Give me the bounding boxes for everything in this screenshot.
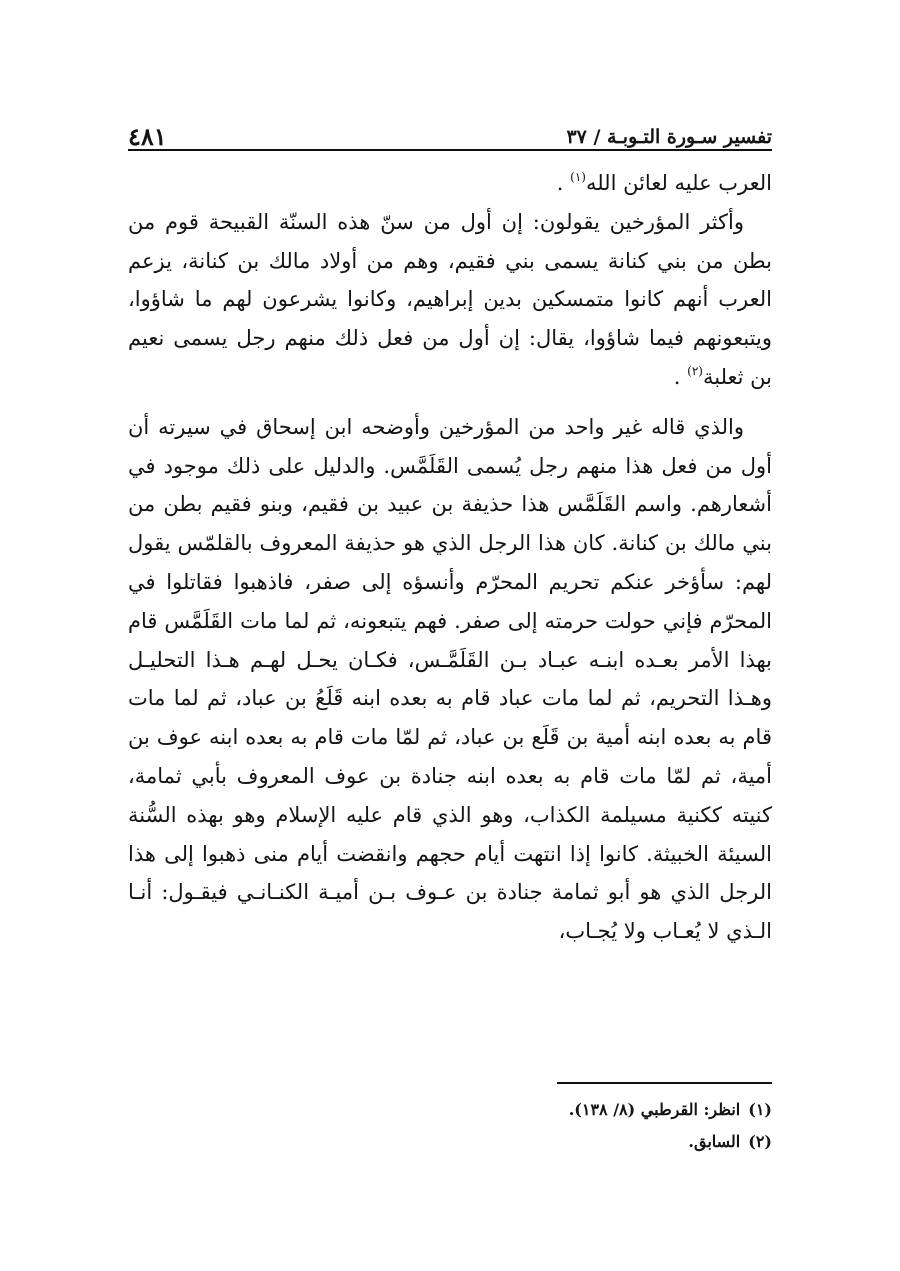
book-page (128, 0, 772, 1271)
footnote-mark: (٢) (748, 1132, 772, 1151)
page-header (128, 108, 772, 152)
footnote-ref-1[interactable]: (١) (570, 170, 586, 184)
footnote-ref-2[interactable]: (٢) (687, 363, 703, 378)
paragraph-3 (128, 408, 772, 951)
running-title: تفسير سـورة التـوبـة / ٣٧ (566, 126, 772, 148)
paragraph-text: وأكثر المؤرخين يقولون: إن أول من سنّ هذه السنّة القبيحة قوم من بطن من بني كنانة يسمى بني فقيم، وهم من أولاد مالك بن كنانة، يزعم العرب أنهم كانوا متمسكين بدين إبراهيم، وكانوا يشرعون لهم ما شاؤوا، ويتبعونهم فيما شاؤوا، يقال: إن أول من فعل ذلك منهم رجل يسمى نعيم بن ثعلبة (128, 209, 772, 389)
footnote-text: انظر: القرطبي (٨/ ١٣٨). (568, 1100, 741, 1119)
page-number: ٤٨١ (128, 122, 167, 151)
paragraph-text: العرب عليه لعائن الله (585, 171, 772, 195)
footnotes (128, 1094, 772, 1158)
paragraph-tail: . (673, 364, 688, 389)
paragraph-1 (128, 164, 772, 203)
paragraph-text: والذي قاله غير واحد من المؤرخين وأوضحه ابن إسحاق في سيرته أن أول من فعل هذا منهم رجل يُسمى القَلَمَّس. والدليل على ذلك موجود في أشعارهم. واسم القَلَمَّس هذا حذيفة بن عبيد بن فقيم، وبنو فقيم بطن من بني مالك بن كنانة. كان هذا الرجل الذي هو حذيفة المعروف بالقلمّس يقول لهم: سأؤخر عنكم تحريم المحرّم وأنسؤه إلى صفر، فاذهبوا فقاتلوا في المحرّم فإني حولت حرمته إلى صفر. فهم يتبعونه، ثم لما مات القَلَمَّس قام بهذا الأمر بعـده ابنـه عبـاد بـن القَلَمَّـس، فكـان يحـل لهـم هـذا التحليـل وهـذا التحريم، ثم لما مات عباد قام به بعده ابنه قَلَعُ بن عباد، ثم لما مات قام به بعده ابنه أمية بن قَلَع بن عباد، ثم لمّا مات قام به بعده ابنه عوف بن أمية، ثم لمّا مات قام به بعده ابنه جنادة بن عوف المعروف بأبي ثمامة، كنيته ككنية مسيلمة الكذاب، وهو الذي قام عليه الإسلام وهو بهذه السُّنة السيئة الخبيثة. كانوا إذا انتهت أيام حجهم وانقضت أيام منى ذهبوا إلى هذا الرجل الذي هو أبو ثمامة جنادة بن عـوف بـن أميـة الكنـانـي فيقـول: أنـا الـذي لا يُعـاب ولا يُجـاب، (128, 414, 772, 944)
paragraph-tail: . (556, 171, 571, 195)
footnote-1 (128, 1094, 772, 1126)
footnote-mark: (١) (748, 1100, 772, 1119)
footnote-2 (128, 1126, 772, 1158)
header-rule (128, 149, 772, 151)
footnote-separator (557, 1082, 772, 1084)
footnote-text: السابق. (688, 1132, 741, 1151)
paragraph-2 (128, 203, 772, 397)
main-text (128, 164, 772, 951)
